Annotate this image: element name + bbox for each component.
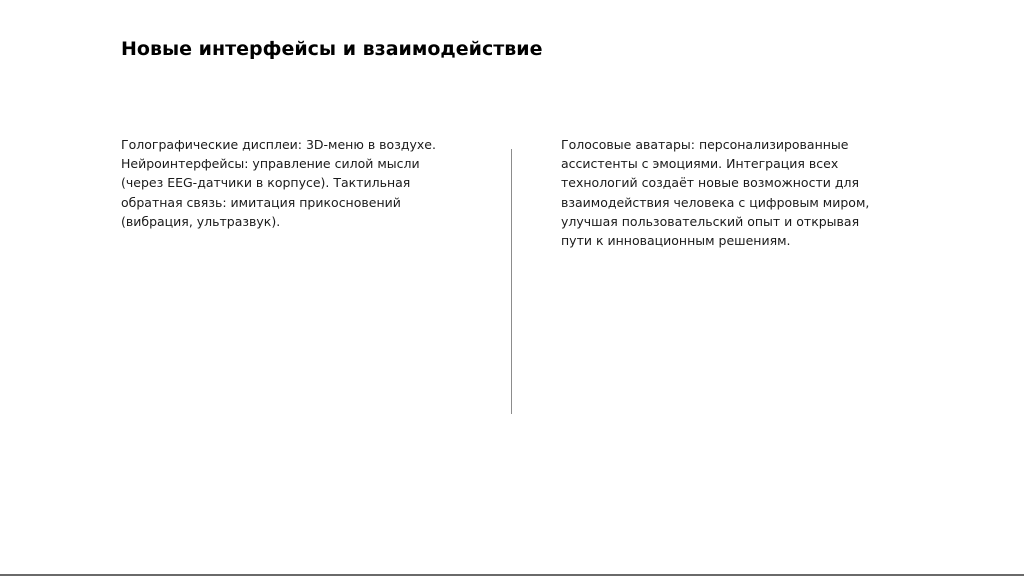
text-line: Голосовые аватары: персонализированные	[561, 137, 849, 152]
text-line: технологий создаёт новые возможности для	[561, 175, 859, 191]
text-line: обратная связь: имитация прикосновений	[121, 194, 401, 210]
text-line: (вибрация, ультразвук).	[121, 213, 281, 229]
text-line: ассистенты с эмоциями. Интеграция всех	[561, 156, 839, 172]
column-divider	[511, 149, 512, 414]
slide-title: Новые интерфейсы и взаимодействие	[121, 38, 543, 60]
right-text-column	[561, 135, 901, 250]
left-text-column	[121, 135, 461, 231]
text-line: Нейроинтерфейсы: управление силой мысли	[121, 156, 420, 172]
text-line: (через EEG-датчики в корпусе). Тактильная	[121, 175, 411, 191]
text-line: пути к инновационным решениям.	[561, 233, 791, 249]
text-line: улучшая пользовательский опыт и открывая	[561, 213, 860, 229]
text-line: Голографические дисплеи: 3D-меню в воздухе.	[121, 137, 436, 152]
text-line: взаимодействия человека с цифровым миром,	[561, 194, 870, 210]
